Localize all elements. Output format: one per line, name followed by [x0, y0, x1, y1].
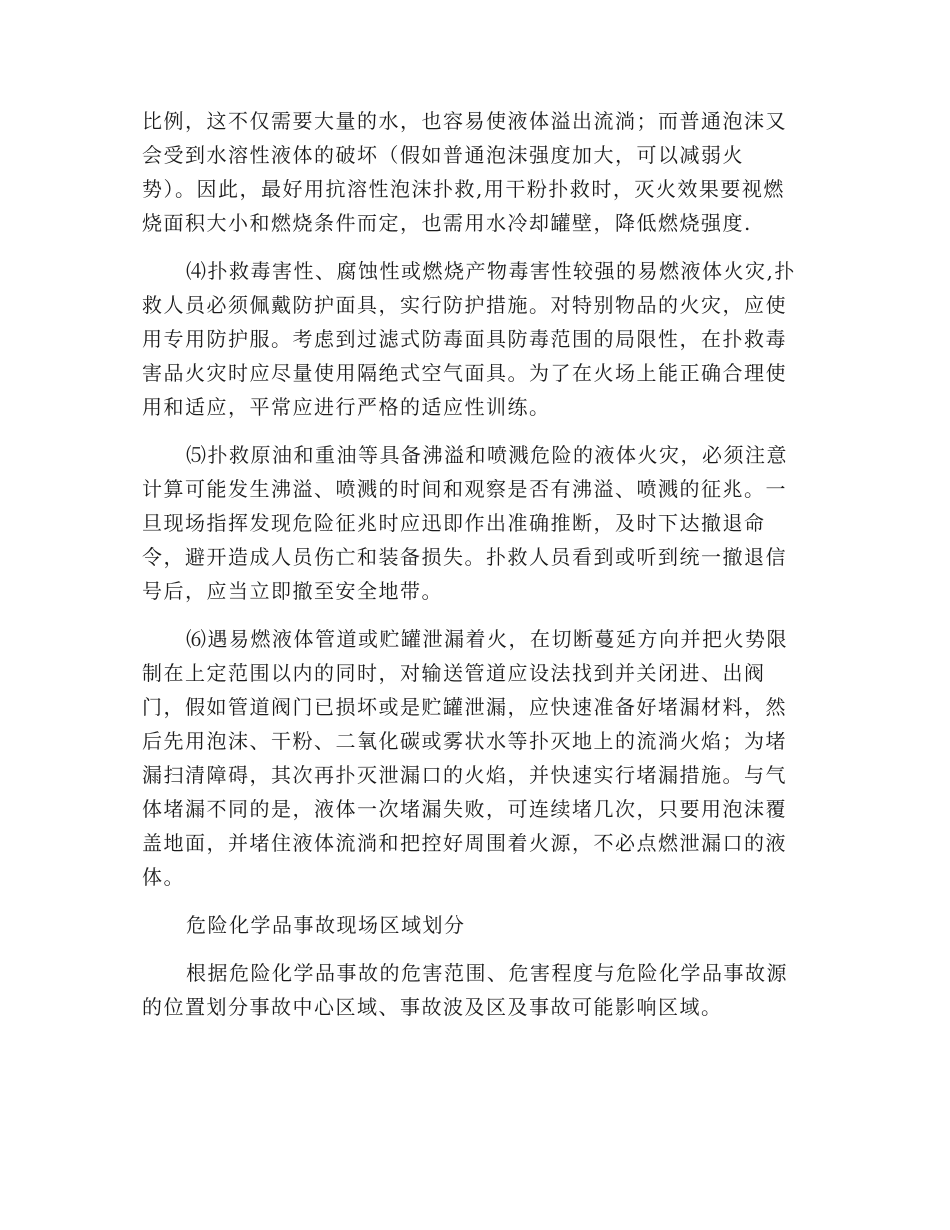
text-line: 势）。因此，最好用抗溶性泡沫扑救,用干粉扑救时，灭火效果要视燃	[142, 177, 785, 201]
text-line: 烧面积大小和燃烧条件而定，也需用水冷却罐壁，降低燃烧强度.	[142, 211, 752, 235]
text-line: 救人员必须佩戴防护面具，实行防护措施。对特别物品的火灾，应使	[142, 293, 787, 317]
paragraph-zone-division	[142, 956, 812, 1024]
text-line: 旦现场指挥发现危险征兆时应迅即作出准确推断，及时下达撤退命	[142, 511, 766, 535]
section-heading	[142, 908, 812, 942]
text-line: 会受到水溶性液体的破坏（假如普通泡沫强度加大，可以减弱火	[142, 143, 744, 167]
text-line: 害品火灾时应尽量使用隔绝式空气面具。为了在火场上能正确合理使	[142, 361, 787, 385]
text-line: 用专用防护服。考虑到过滤式防毒面具防毒范围的局限性，在扑救毒	[142, 327, 787, 351]
text-line: 计算可能发生沸溢、喷溅的时间和观察是否有沸溢、喷溅的征兆。一	[142, 477, 787, 501]
text-line: 用和适应，平常应进行严格的适应性训练。	[142, 395, 551, 419]
text-line: 根据危险化学品事故的危害范围、危害程度与危险化学品事故源	[186, 961, 788, 985]
text-line: ⑸扑救原油和重油等具备沸溢和喷溅危险的液体火灾，必须注意	[186, 443, 788, 467]
text-line: 号后，应当立即撤至安全地带。	[142, 579, 443, 603]
text-line: 的位置划分事故中心区域、事故波及区及事故可能影响区域。	[142, 995, 723, 1019]
text-line: ⑹遇易燃液体管道或贮罐泄漏着火，在切断蔓延方向并把火势限	[186, 627, 788, 651]
text-line: 盖地面，并堵住液体流淌和把控好周围着火源，不必点燃泄漏口的液	[142, 831, 787, 855]
text-line: 后先用泡沫、干粉、二氧化碳或雾状水等扑灭地上的流淌火焰；为堵	[142, 729, 787, 753]
text-line: ⑷扑救毒害性、腐蚀性或燃烧产物毒害性较强的易燃液体火灾,扑	[186, 259, 796, 283]
text-line: 比例，这不仅需要大量的水，也容易使液体溢出流淌；而普通泡沫又	[142, 109, 787, 133]
paragraph-continuation	[142, 104, 812, 240]
document-body	[142, 104, 812, 1038]
text-line: 门，假如管道阀门已损坏或是贮罐泄漏，应快速准备好堵漏材料，然	[142, 695, 787, 719]
text-line: 制在上定范围以内的同时，对输送管道应设法找到并关闭进、出阀	[142, 661, 766, 685]
text-line: 体堵漏不同的是，液体一次堵漏失败，可连续堵几次，只要用泡沫覆	[142, 797, 787, 821]
text-line: 体。	[142, 865, 185, 889]
heading-text: 危险化学品事故现场区域划分	[186, 913, 466, 937]
paragraph-item-6	[142, 622, 812, 894]
paragraph-item-4	[142, 254, 812, 424]
paragraph-item-5	[142, 438, 812, 608]
text-line: 令，避开造成人员伤亡和装备损失。扑救人员看到或听到统一撤退信	[142, 545, 787, 569]
text-line: 漏扫清障碍，其次再扑灭泄漏口的火焰，并快速实行堵漏措施。与气	[142, 763, 787, 787]
